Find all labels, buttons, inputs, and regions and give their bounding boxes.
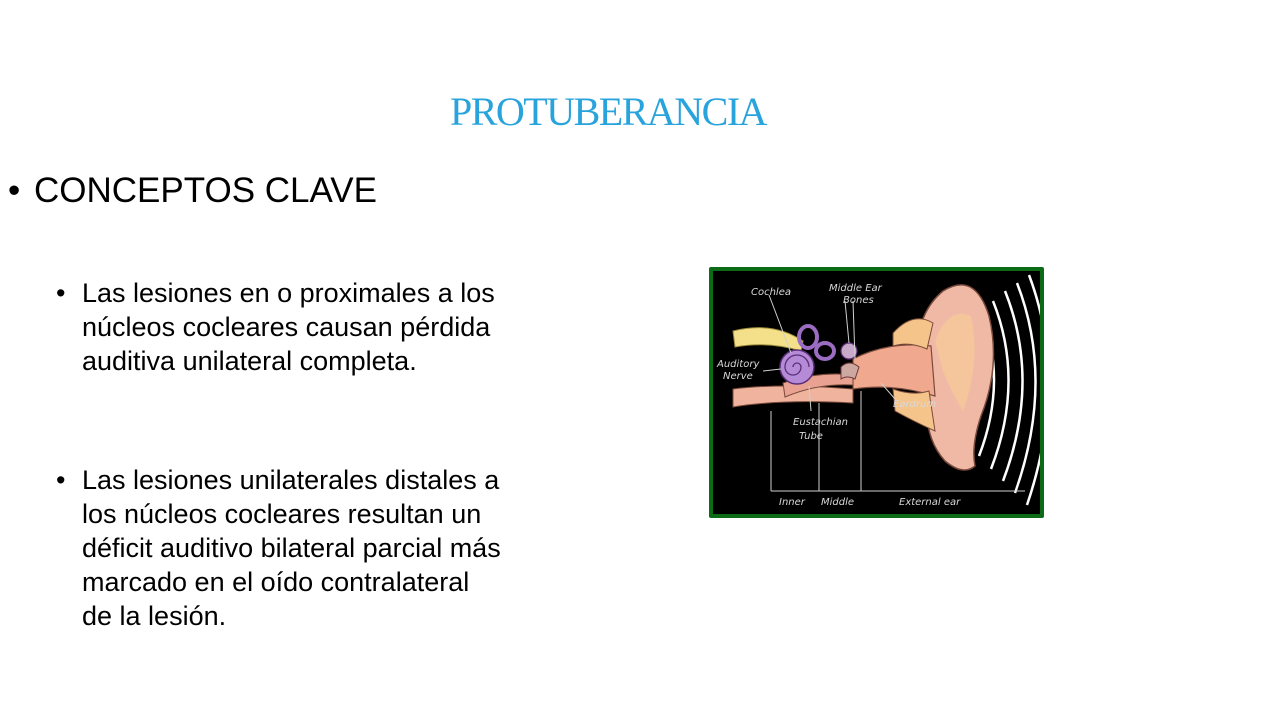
bullet-marker: • bbox=[8, 171, 21, 210]
label-auditory-nerve: Auditory bbox=[717, 359, 760, 370]
bullet-point-text: Las lesiones en o proximales a los núcleos cocleares causan pérdida auditiva unilateral completa. bbox=[82, 278, 495, 376]
label-eustachian-tube: Eustachian bbox=[793, 417, 848, 428]
label-middle: Middle bbox=[821, 497, 855, 508]
label-eustachian-tube-2: Tube bbox=[799, 431, 823, 442]
cochlea-drawing bbox=[780, 350, 814, 384]
ear-canal bbox=[853, 345, 935, 396]
ear-anatomy-figure bbox=[709, 267, 1044, 518]
label-inner: Inner bbox=[779, 497, 805, 508]
label-auditory-nerve-2: Nerve bbox=[723, 371, 753, 382]
label-middle-ear-bones-2: Bones bbox=[843, 295, 874, 306]
heading-bullet bbox=[8, 170, 377, 212]
label-middle-ear-bones: Middle Ear bbox=[829, 283, 882, 294]
bullet-point-1 bbox=[56, 276, 506, 378]
label-external-ear: External ear bbox=[899, 497, 961, 508]
bullet-marker: • bbox=[56, 278, 66, 308]
ear-anatomy-illustration bbox=[713, 271, 1040, 514]
label-eardrum: Eardrum bbox=[893, 399, 937, 410]
label-cochlea: Cochlea bbox=[751, 287, 791, 298]
heading-text: CONCEPTOS CLAVE bbox=[34, 171, 377, 210]
slide-title: PROTUBERANCIA bbox=[449, 89, 767, 134]
bullet-point-text: Las lesiones unilaterales distales a los núcleos cocleares resultan un déficit auditivo bilateral parcial más marcado en el oído contralateral de la lesión. bbox=[82, 465, 501, 631]
bullet-point-2 bbox=[56, 463, 506, 633]
bullet-marker: • bbox=[56, 465, 66, 495]
